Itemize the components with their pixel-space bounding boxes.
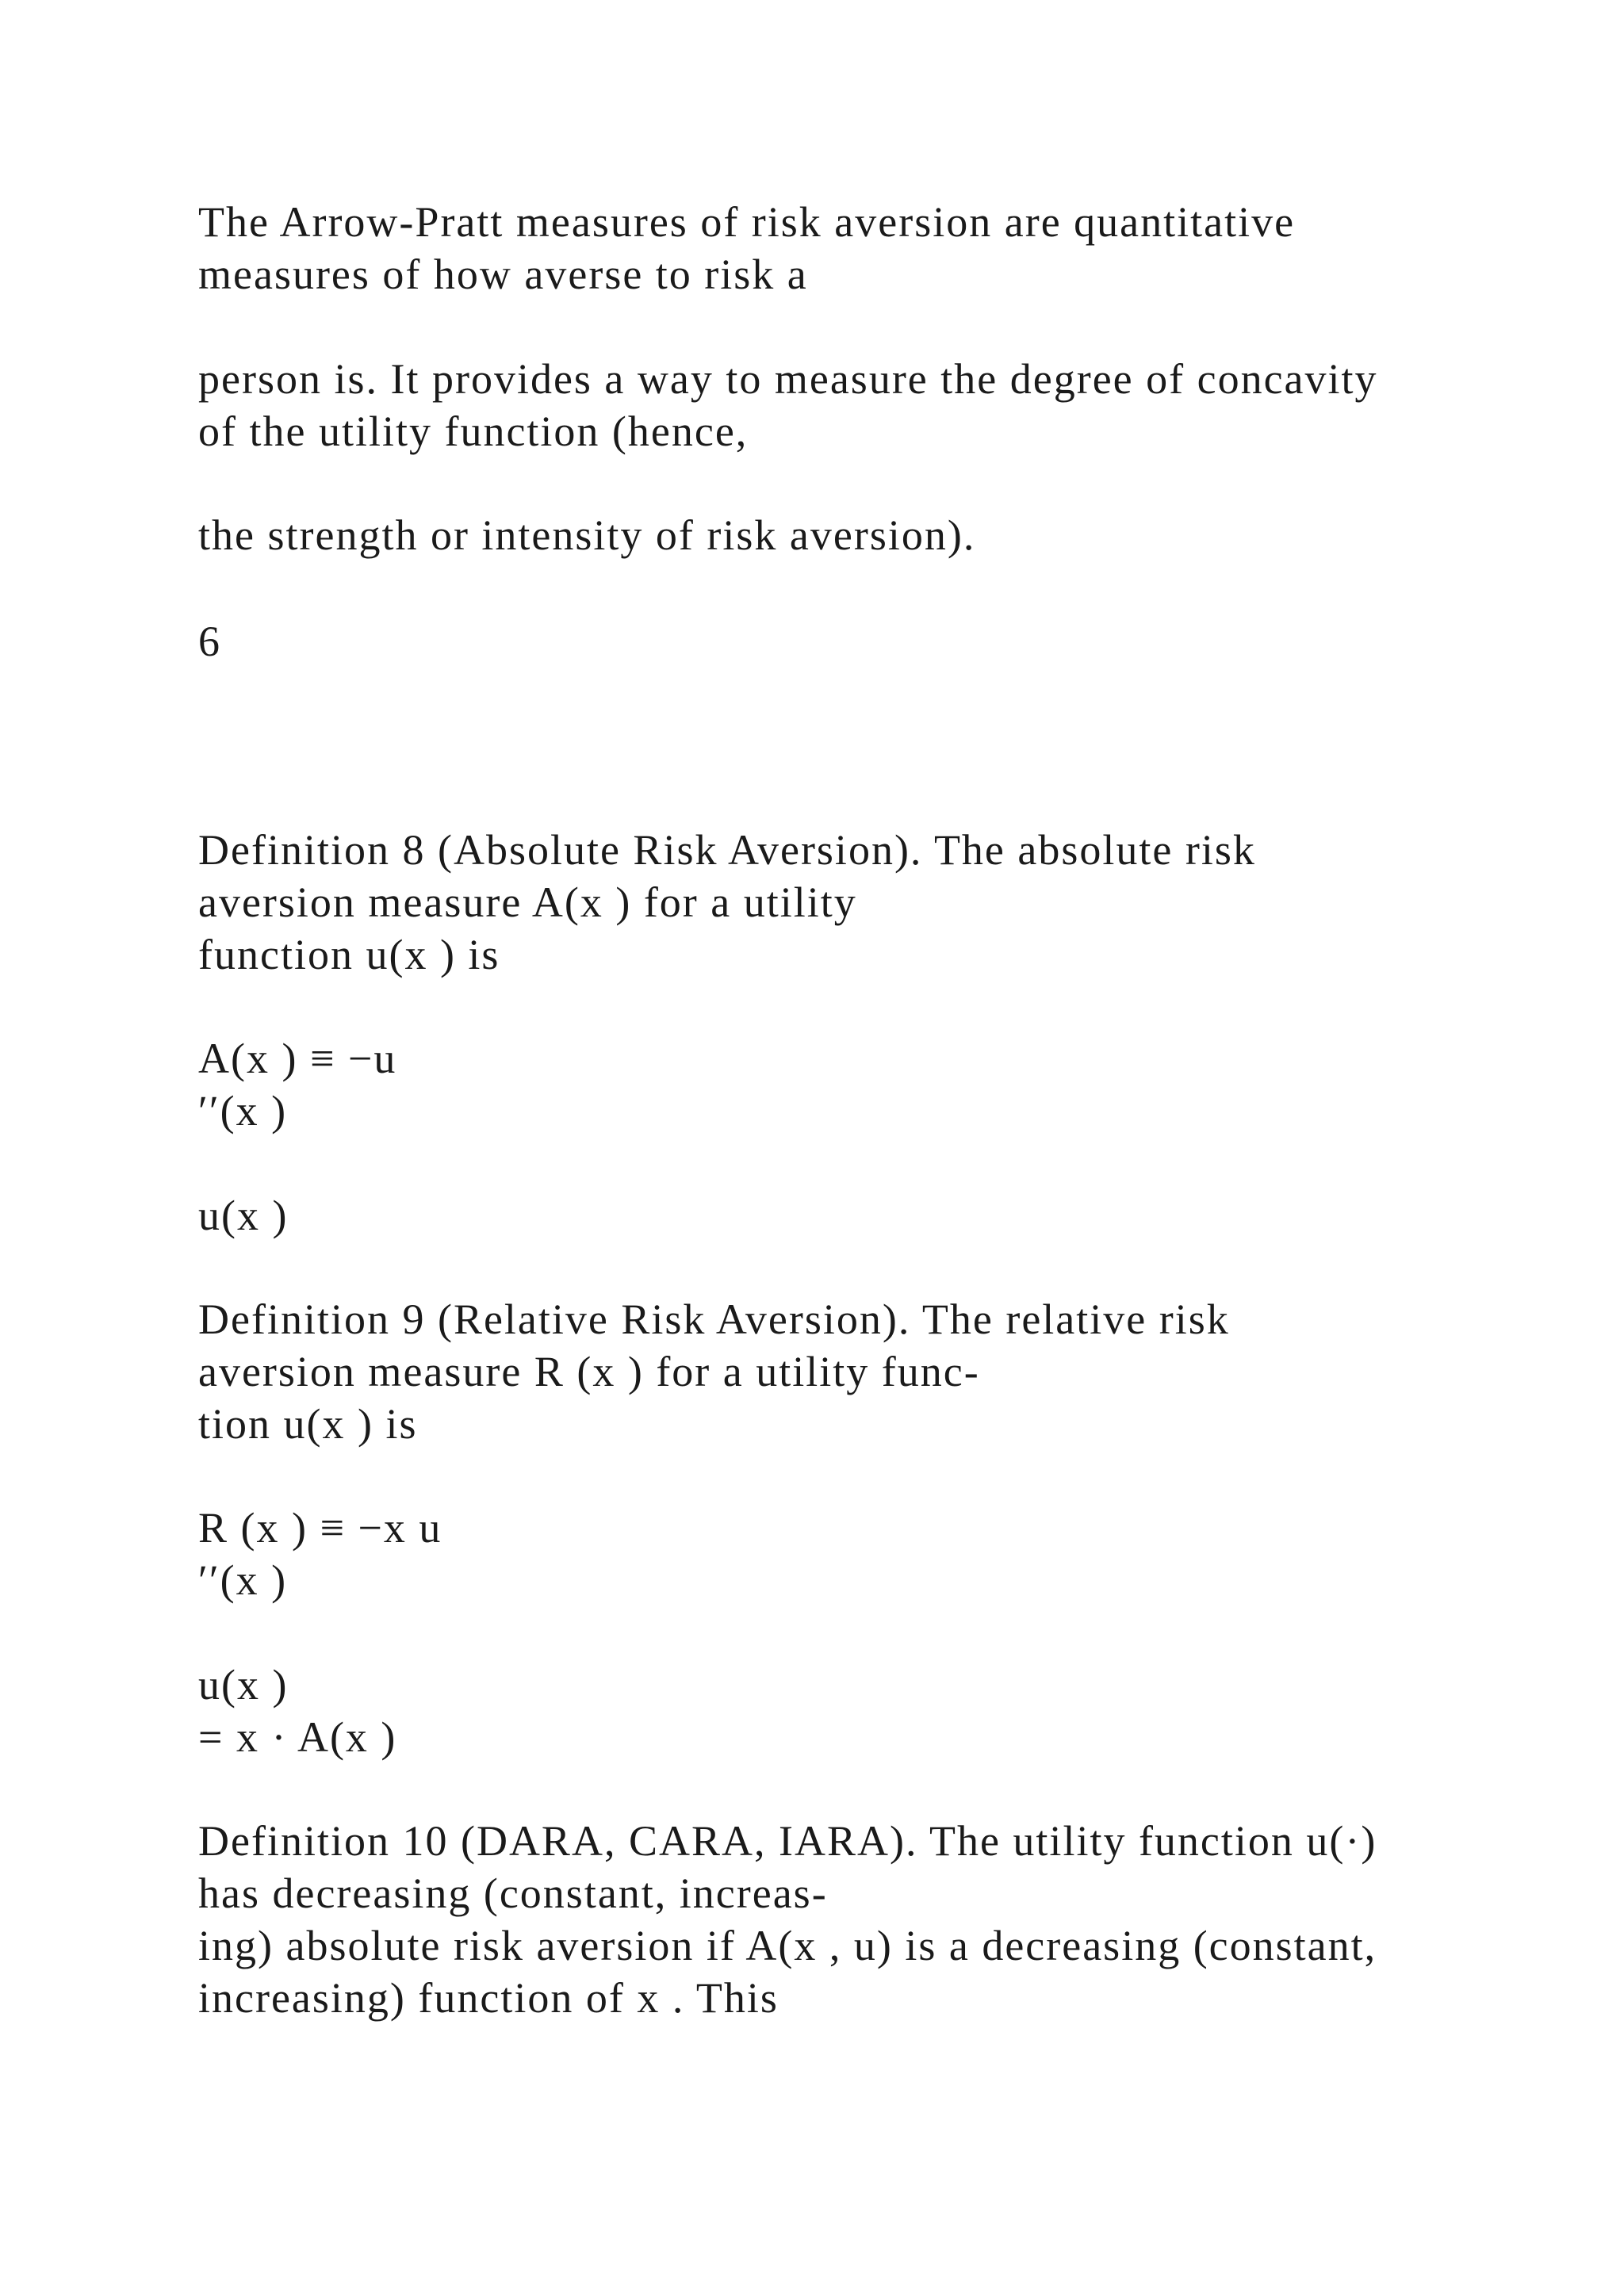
- formula-line: R (x ) ≡ −x u: [198, 1504, 442, 1552]
- formula-line: u(x ): [198, 1661, 289, 1709]
- text-line: aversion measure A(x ) for a utility: [198, 878, 857, 926]
- text-line: ing) absolute risk aversion if A(x , u) is a decreasing (constant,: [198, 1922, 1377, 1969]
- text-line: function u(x ) is: [198, 931, 500, 978]
- text-line: of the utility function (hence,: [198, 408, 749, 455]
- definition-heading: Definition 8 (Absolute Risk Aversion). The absolute risk: [198, 826, 1256, 874]
- text-line: increasing) function of x . This: [198, 1974, 779, 2022]
- text-line: tion u(x ) is: [198, 1400, 418, 1448]
- formula-line: ′′(x ): [198, 1087, 288, 1135]
- definition-heading: Definition 9 (Relative Risk Aversion). The relative risk: [198, 1295, 1230, 1343]
- formula-line: u(x ): [198, 1192, 289, 1239]
- page-number: 6: [198, 618, 221, 665]
- formula-line: A(x ) ≡ −u: [198, 1035, 397, 1082]
- text-line: measures of how averse to risk a: [198, 251, 808, 298]
- formula-line: ′′(x ): [198, 1556, 288, 1604]
- text-line: aversion measure R (x ) for a utility func-: [198, 1348, 980, 1395]
- formula-line: = x · A(x ): [198, 1713, 397, 1761]
- text-line: the strength or intensity of risk aversion).: [198, 511, 976, 559]
- text-line: The Arrow-Pratt measures of risk aversion are quantitative: [198, 198, 1296, 246]
- text-line: has decreasing (constant, increas-: [198, 1869, 828, 1917]
- definition-heading: Definition 10 (DARA, CARA, IARA). The utility function u(·): [198, 1817, 1377, 1865]
- text-line: person is. It provides a way to measure the degree of concavity: [198, 355, 1378, 403]
